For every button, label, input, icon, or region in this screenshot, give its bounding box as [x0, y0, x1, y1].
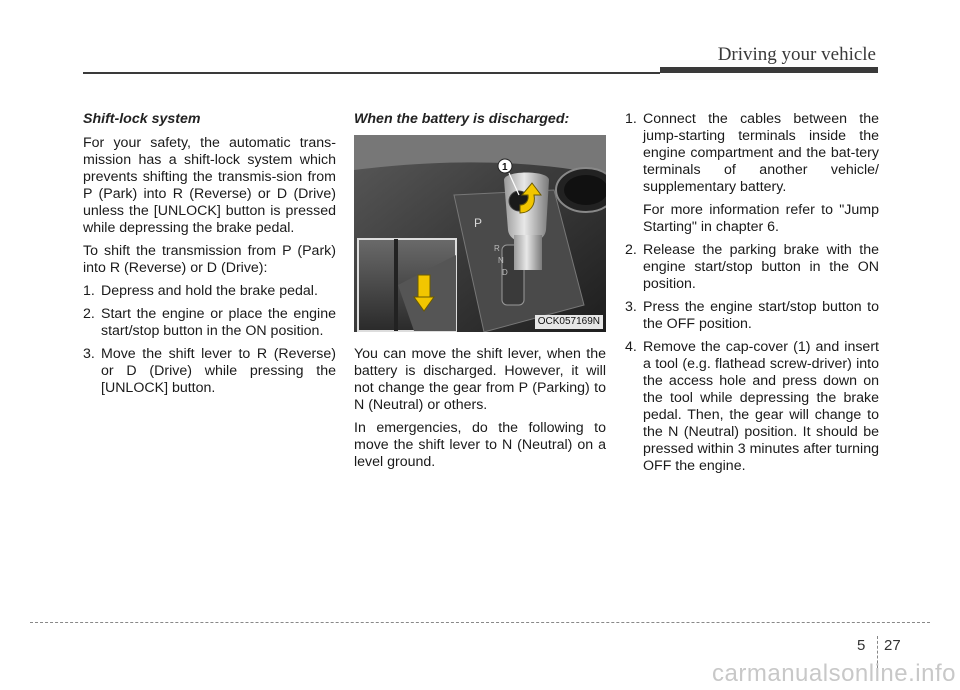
header-rule-accent [660, 67, 878, 73]
gear-letter-p: P [474, 216, 483, 230]
list-item [625, 299, 879, 333]
list-item [83, 346, 336, 397]
list-text: Remove the cap-cover (1) and insert a tool (e.g. flathead screw-driver) into the access hole and press down on the tool while depressing the brake pedal. Then, the gear will change to the N (Neutral) position. It should be pressed within 3 minutes after turning OFF the engine. [643, 339, 879, 474]
shift-lever-illustration [354, 135, 606, 332]
shift-lever-figure [354, 135, 606, 332]
list-number: 4. [625, 339, 637, 355]
list-item [83, 283, 336, 300]
chapter-number: 5 [857, 637, 866, 654]
jump-start-note: For more information refer to "Jump Starting" in chapter 6. [643, 202, 879, 235]
battery-heading: When the battery is discharged: [354, 111, 570, 127]
page-number: 27 [884, 637, 901, 654]
list-text: Start the engine or place the engine start/stop button in the ON position. [101, 306, 336, 339]
shift-lock-intro: For your safety, the automatic trans-mission has a shift-lock system which prevents shifting the transmis-sion from P (Park) into R (Reverse) or D (Drive) unless the [UNLOCK] button is pressed while depressing the brake pedal. [83, 135, 336, 236]
list-number: 2. [625, 242, 637, 258]
column-shift-lock [83, 111, 336, 403]
gear-letter-d: D [502, 268, 508, 277]
callout-number: 1 [502, 162, 508, 173]
list-text: Press the engine start/stop button to the OFF position. [643, 299, 879, 332]
shift-lock-heading: Shift-lock system [83, 111, 201, 127]
column-battery-discharged [354, 111, 606, 477]
list-text: Move the shift lever to R (Reverse) or D (Drive) while pressing the [UNLOCK] button. [101, 346, 336, 396]
column-procedure [625, 111, 879, 481]
list-number: 3. [625, 299, 637, 315]
list-number: 1. [83, 283, 95, 299]
list-item [625, 242, 879, 293]
battery-para-2: In emergencies, do the following to move the shift lever to N (Neutral) on a level ground. [354, 420, 606, 470]
list-number: 3. [83, 346, 95, 362]
battery-para-1: You can move the shift lever, when the battery is discharged. However, it will not change the gear from P (Parking) to N (Neutral) or others. [354, 346, 606, 413]
shift-lock-lead: To shift the transmission from P (Park) into R (Reverse) or D (Drive): [83, 243, 336, 276]
footer-rule [30, 622, 930, 623]
header-rule [83, 72, 660, 74]
list-text: Depress and hold the brake pedal. [101, 283, 318, 299]
gear-letter-n: N [498, 256, 504, 265]
section-title: Driving your vehicle [717, 44, 876, 65]
list-item [83, 306, 336, 340]
watermark: carmanualsonline.info [712, 660, 956, 687]
list-item [625, 111, 879, 196]
figure-code: OCK057169N [535, 315, 603, 329]
list-text: Connect the cables between the jump-starting terminals inside the engine compartment and the bat-tery terminals of another vehicle/ supplementary battery. [643, 111, 879, 195]
list-number: 2. [83, 306, 95, 322]
gear-letter-r: R [494, 244, 500, 253]
list-text: Release the parking brake with the engine start/stop button in the ON position. [643, 242, 879, 292]
list-item [625, 339, 879, 475]
list-number: 1. [625, 111, 637, 127]
